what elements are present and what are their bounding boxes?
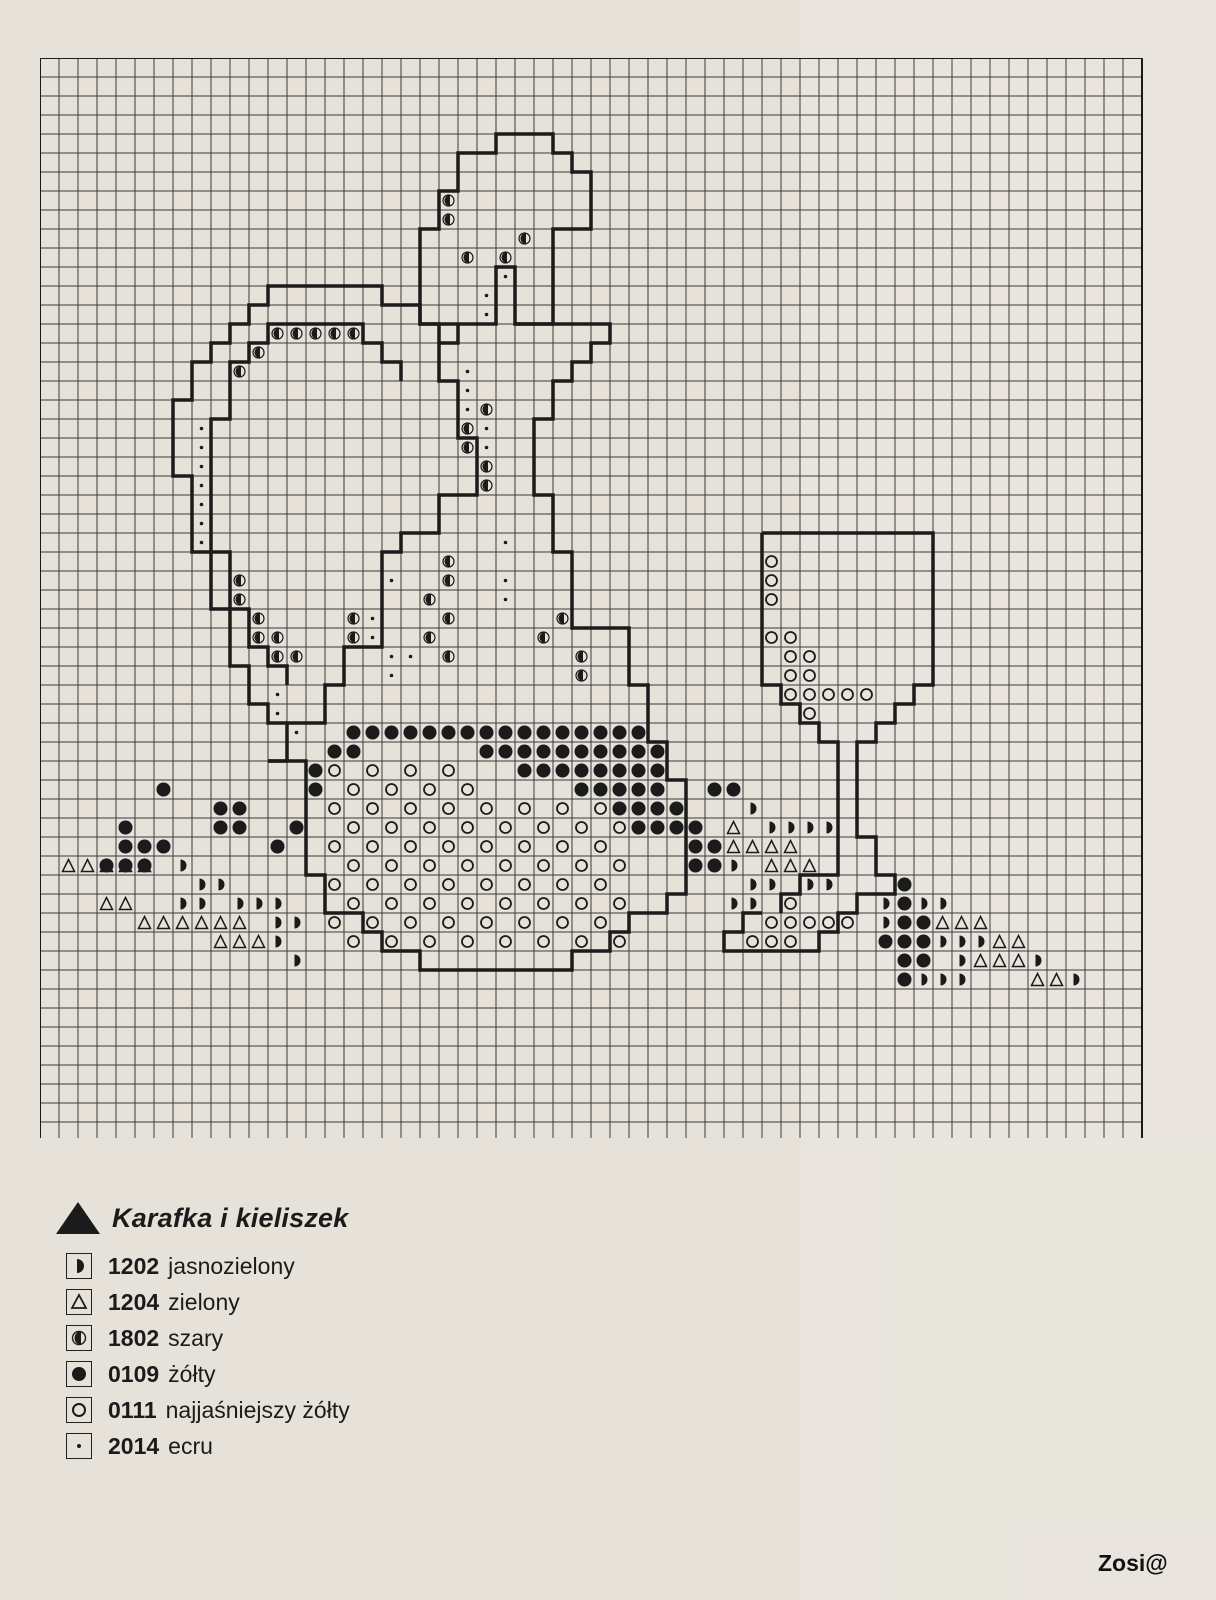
stitch-triangle (1013, 955, 1025, 967)
stitch-dot (613, 726, 627, 740)
stitch-ring (785, 632, 796, 643)
stitch-ring (462, 936, 473, 947)
stitch-ring (386, 898, 397, 909)
stitch-small-dot (390, 655, 394, 659)
legend-color-name: zielony (168, 1288, 240, 1315)
stitch-half-dot-right (960, 936, 966, 948)
stitch-ring (367, 841, 378, 852)
stitch-half-dot-right (922, 898, 928, 910)
stitch-dot (613, 783, 627, 797)
stitch-ring (557, 917, 568, 928)
stitch-ring (462, 784, 473, 795)
stitch-small-dot (200, 446, 204, 450)
stitch-triangle (747, 841, 759, 853)
stitch-small-dot (485, 427, 489, 431)
legend-code: 0111 (108, 1396, 157, 1423)
stitch-dot (727, 783, 741, 797)
stitch-dot (651, 802, 665, 816)
stitch-dot (556, 745, 570, 759)
stitch-ring (576, 822, 587, 833)
stitch-ring (386, 784, 397, 795)
stitch-dot (271, 840, 285, 854)
stitch-triangle (1051, 974, 1063, 986)
stitch-ring (424, 936, 435, 947)
stitch-dot (442, 726, 456, 740)
legend-code: 1802 (108, 1324, 160, 1351)
dot-icon (66, 1361, 92, 1387)
stitch-ring (804, 708, 815, 719)
stitch-half-dot-right (732, 860, 738, 872)
legend-color-name: szary (168, 1324, 224, 1351)
stitch-triangle (234, 917, 246, 929)
stitch-half-dot-right (941, 936, 947, 948)
stitch-dot (898, 916, 912, 930)
stitch-ring (519, 803, 530, 814)
stitch-dot (651, 783, 665, 797)
stitch-ring (842, 917, 853, 928)
stitch-ring (861, 689, 872, 700)
stitch-triangle (139, 917, 151, 929)
stitch-ring (557, 879, 568, 890)
stitch-triangle (785, 860, 797, 872)
stitch-ring (766, 556, 777, 567)
stitch-triangle (101, 898, 113, 910)
stitch-ring (538, 822, 549, 833)
half-dot-left-icon (66, 1325, 92, 1351)
stitch-dot (898, 878, 912, 892)
stitch-small-dot (466, 370, 470, 374)
stitch-ring (766, 632, 777, 643)
stitch-dot (347, 745, 361, 759)
stitch-small-dot (504, 579, 508, 583)
stitch-small-dot (466, 389, 470, 393)
stitch-dot (119, 821, 133, 835)
stitch-half-dot-right (960, 955, 966, 967)
stitch-half-dot-right (770, 879, 776, 891)
stitch-ring (348, 784, 359, 795)
stitch-half-dot-right (941, 974, 947, 986)
stitch-half-dot-right (884, 917, 890, 929)
stitch-small-dot (504, 275, 508, 279)
stitch-half-dot-right (276, 898, 282, 910)
stitch-small-dot (200, 522, 204, 526)
stitch-half-dot-right (884, 898, 890, 910)
stitch-small-dot (200, 503, 204, 507)
stitch-triangle (728, 841, 740, 853)
stitch-dot (632, 783, 646, 797)
stitch-ring (766, 917, 777, 928)
stitch-dot (575, 726, 589, 740)
stitch-dot (708, 840, 722, 854)
stitch-dot (651, 821, 665, 835)
stitch-half-dot-right (770, 822, 776, 834)
stitch-ring (614, 822, 625, 833)
legend-code: 1204 (108, 1288, 160, 1315)
stitch-dot (613, 745, 627, 759)
stitch-half-dot-right (751, 803, 757, 815)
stitch-half-dot-right (257, 898, 263, 910)
stitch-triangle (215, 936, 227, 948)
legend-row (66, 1288, 486, 1316)
stitch-dot (233, 802, 247, 816)
stitch-small-dot (390, 579, 394, 583)
stitch-ring (443, 841, 454, 852)
stitch-dot (632, 745, 646, 759)
stitch-ring (785, 689, 796, 700)
stitch-ring (785, 898, 796, 909)
stitch-ring (424, 860, 435, 871)
stitch-dot (214, 821, 228, 835)
legend-code: 2014 (108, 1432, 160, 1459)
stitch-dot (233, 821, 247, 835)
stitch-dot (898, 954, 912, 968)
stitch-dot (537, 745, 551, 759)
stitch-triangle (785, 841, 797, 853)
stitch-ring (766, 594, 777, 605)
stitch-ring (481, 803, 492, 814)
stitch-ring (481, 879, 492, 890)
stitch-small-dot (390, 674, 394, 678)
stitch-dot (613, 802, 627, 816)
stitch-triangle (234, 936, 246, 948)
stitch-half-dot-right (827, 822, 833, 834)
stitch-ring (329, 841, 340, 852)
stitch-ring (443, 879, 454, 890)
stitch-dot (689, 840, 703, 854)
stitch-small-dot (295, 731, 299, 735)
stitch-ring (405, 879, 416, 890)
stitch-ring (348, 898, 359, 909)
stitch-dot (651, 764, 665, 778)
stitch-triangle (1013, 936, 1025, 948)
stitch-small-dot (200, 465, 204, 469)
stitch-ring (329, 765, 340, 776)
stitch-ring (576, 860, 587, 871)
stitch-small-dot (504, 541, 508, 545)
triangle-icon (56, 1202, 100, 1234)
stitch-triangle (994, 955, 1006, 967)
stitch-half-dot-right (295, 955, 301, 967)
stitch-half-dot-right (238, 898, 244, 910)
stitch-dot (898, 935, 912, 949)
stitch-ring (348, 936, 359, 947)
stitch-ring (785, 917, 796, 928)
stitch-triangle (728, 822, 740, 834)
stitch-dot (670, 802, 684, 816)
stitch-ring (785, 936, 796, 947)
stitch-half-dot-right (808, 822, 814, 834)
stitch-ring (804, 689, 815, 700)
stitch-ring (329, 879, 340, 890)
stitch-ring (766, 575, 777, 586)
stitch-dot (347, 726, 361, 740)
stitch-ring (804, 670, 815, 681)
stitch-ring (766, 936, 777, 947)
stitch-half-dot-right (181, 898, 187, 910)
stitch-triangle (937, 917, 949, 929)
half-dot-right-icon (66, 1253, 92, 1279)
stitch-triangle (766, 860, 778, 872)
stitch-triangle (196, 917, 208, 929)
stitch-ring (538, 898, 549, 909)
legend-row (66, 1360, 486, 1388)
stitch-dot (594, 726, 608, 740)
stitch-ring (557, 841, 568, 852)
stitch-half-dot-right (732, 898, 738, 910)
stitch-ring (804, 651, 815, 662)
stitch-ring (595, 879, 606, 890)
thread-legend (66, 1252, 486, 1468)
stitch-dot (708, 859, 722, 873)
stitch-ring (595, 917, 606, 928)
stitch-ring (443, 917, 454, 928)
small-dot-icon (66, 1433, 92, 1459)
ring-icon (66, 1397, 92, 1423)
stitch-ring (348, 860, 359, 871)
stitch-small-dot (371, 636, 375, 640)
stitch-triangle (975, 955, 987, 967)
stitch-dot (632, 802, 646, 816)
stitch-dot (309, 764, 323, 778)
stitch-dot (879, 935, 893, 949)
stitch-small-dot (276, 712, 280, 716)
stitch-triangle (177, 917, 189, 929)
chart-title-block (56, 1200, 348, 1236)
stitch-ring (405, 917, 416, 928)
stitch-small-dot (485, 294, 489, 298)
stitch-dot (708, 783, 722, 797)
legend-row (66, 1324, 486, 1352)
stitch-small-dot (485, 446, 489, 450)
stitch-ring (481, 917, 492, 928)
stitch-dot (613, 764, 627, 778)
legend-code: 0109 (108, 1360, 160, 1387)
stitch-dot (651, 745, 665, 759)
stitch-ring (614, 860, 625, 871)
legend-color-name: żółty (168, 1360, 216, 1387)
stitch-ring (785, 670, 796, 681)
stitch-dot (157, 783, 171, 797)
stitch-small-dot (466, 408, 470, 412)
stitch-ring (462, 860, 473, 871)
stitch-ring (538, 936, 549, 947)
stitch-dot (385, 726, 399, 740)
stitch-ring (519, 917, 530, 928)
stitch-triangle (1032, 974, 1044, 986)
stitch-dot (632, 726, 646, 740)
stitch-half-dot-right (295, 917, 301, 929)
stitch-triangle (215, 917, 227, 929)
stitch-half-dot-right (789, 822, 795, 834)
stitch-ring (424, 822, 435, 833)
stitch-dot (290, 821, 304, 835)
stitch-ring (804, 917, 815, 928)
legend-color-name: jasnozielony (168, 1252, 295, 1279)
stitch-ring (785, 651, 796, 662)
stitch-dot (518, 764, 532, 778)
stitch-dot (366, 726, 380, 740)
stitch-ring (367, 879, 378, 890)
chart-title: Karafka i kieliszek (112, 1202, 349, 1233)
stitch-half-dot-right (276, 917, 282, 929)
stitch-dot (594, 745, 608, 759)
stitch-triangle (975, 917, 987, 929)
stitch-ring (842, 689, 853, 700)
stitch-ring (557, 803, 568, 814)
stitch-ring (443, 803, 454, 814)
stitch-ring (823, 917, 834, 928)
stitch-dot (556, 726, 570, 740)
stitch-dot (404, 726, 418, 740)
stitch-half-dot-right (200, 898, 206, 910)
stitch-half-dot-right (1074, 974, 1080, 986)
stitch-dot (917, 954, 931, 968)
stitch-small-dot (200, 484, 204, 488)
stitch-dot (518, 726, 532, 740)
stitch-ring (500, 936, 511, 947)
stitch-dot (689, 821, 703, 835)
stitch-ring (519, 879, 530, 890)
stitch-ring (424, 898, 435, 909)
stitch-triangle (766, 841, 778, 853)
legend-code: 1202 (108, 1252, 160, 1279)
stitch-small-dot (371, 617, 375, 621)
stitch-ring (367, 803, 378, 814)
stitch-ring (500, 898, 511, 909)
stitch-ring (614, 936, 625, 947)
cross-stitch-chart (40, 58, 1150, 1138)
stitch-ring (500, 860, 511, 871)
stitch-dot (518, 745, 532, 759)
stitch-dot (328, 745, 342, 759)
stitch-dot (423, 726, 437, 740)
stitch-ring (481, 841, 492, 852)
stitch-half-dot-right (751, 898, 757, 910)
stitch-ring (405, 841, 416, 852)
stitch-ring (386, 822, 397, 833)
stitch-dot (214, 802, 228, 816)
stitch-dot (537, 764, 551, 778)
stitch-ring (367, 917, 378, 928)
stitch-ring (519, 841, 530, 852)
stitch-triangle (82, 860, 94, 872)
stitch-half-dot-right (751, 879, 757, 891)
stitch-ring (329, 803, 340, 814)
legend-color-name: ecru (168, 1432, 213, 1459)
stitch-triangle (994, 936, 1006, 948)
stitch-dot (480, 745, 494, 759)
stitch-dot (119, 840, 133, 854)
stitch-half-dot-right (827, 879, 833, 891)
legend-color-name: najjaśniejszy żółty (165, 1396, 350, 1423)
stitch-half-dot-right (808, 879, 814, 891)
stitch-ring (538, 860, 549, 871)
stitch-dot (480, 726, 494, 740)
stitch-small-dot (485, 313, 489, 317)
stitch-dot (594, 783, 608, 797)
stitch-ring (424, 784, 435, 795)
stitch-ring (576, 936, 587, 947)
stitch-small-dot (409, 655, 413, 659)
stitch-ring (500, 822, 511, 833)
stitch-ring (386, 860, 397, 871)
signature: Zosi@ (1098, 1550, 1168, 1576)
stitch-dot (632, 764, 646, 778)
stitch-half-dot-right (979, 936, 985, 948)
stitch-dot (917, 935, 931, 949)
stitch-small-dot (200, 541, 204, 545)
stitch-triangle (956, 917, 968, 929)
stitch-ring (595, 803, 606, 814)
stitch-dot (575, 745, 589, 759)
stitch-ring (348, 822, 359, 833)
legend-row (66, 1252, 486, 1280)
stitch-dot (499, 726, 513, 740)
stitch-half-dot-right (181, 860, 187, 872)
stitch-triangle (120, 898, 132, 910)
stitch-dot (575, 783, 589, 797)
stitch-ring (405, 765, 416, 776)
stitch-ring (614, 898, 625, 909)
stitch-dot (632, 821, 646, 835)
stitch-ring (462, 898, 473, 909)
stitch-half-dot-right (922, 974, 928, 986)
stitch-dot (499, 745, 513, 759)
stitch-triangle (158, 917, 170, 929)
stitch-triangle (63, 860, 75, 872)
stitch-dot (556, 764, 570, 778)
stitch-ring (823, 689, 834, 700)
stitch-ring (462, 822, 473, 833)
stitch-half-dot-right (1036, 955, 1042, 967)
stitch-ring (747, 936, 758, 947)
stitch-ring (443, 765, 454, 776)
stitch-half-dot-right (219, 879, 225, 891)
stitch-dot (575, 764, 589, 778)
stitch-ring (367, 765, 378, 776)
stitch-dot (670, 821, 684, 835)
stitch-ring (405, 803, 416, 814)
stitch-ring (386, 936, 397, 947)
stitch-half-dot-right (941, 898, 947, 910)
stitch-small-dot (200, 427, 204, 431)
stitch-dot (689, 859, 703, 873)
stitch-dot (537, 726, 551, 740)
decanter-left-outline (268, 324, 477, 761)
stitch-triangle (253, 936, 265, 948)
stitch-small-dot (276, 693, 280, 697)
stitch-small-dot (504, 598, 508, 602)
legend-row (66, 1432, 486, 1460)
stitch-dot (898, 973, 912, 987)
stitch-half-dot-right (276, 936, 282, 948)
stitch-ring (329, 917, 340, 928)
stitch-dot (138, 840, 152, 854)
stitch-triangle (804, 860, 816, 872)
triangle-icon (66, 1289, 92, 1315)
stitch-dot (594, 764, 608, 778)
stitch-ring (576, 898, 587, 909)
stitch-half-dot-right (200, 879, 206, 891)
stitch-dot (309, 783, 323, 797)
stitch-ring (595, 841, 606, 852)
legend-row (66, 1396, 486, 1424)
stitch-half-dot-right (960, 974, 966, 986)
stitch-dot (461, 726, 475, 740)
